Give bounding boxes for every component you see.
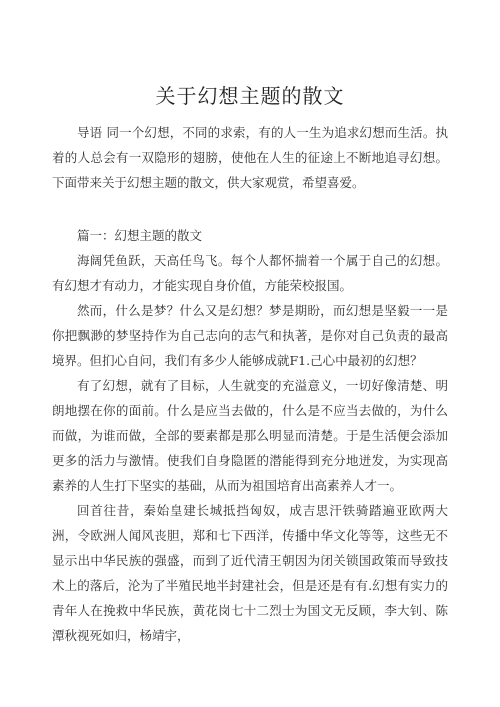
intro-paragraph: 导语 同一个幻想，不同的求索，有的人一生为追求幻想而生活。执着的人总会有一双隐形的翅膀，使他在人生的征途上不断地追寻幻想。下面带来关于幻想主题的散文，供大家观赏，希望喜爱。: [52, 125, 448, 190]
chapter-heading: 篇一：幻想主题的散文: [77, 228, 203, 243]
body-paragraph-2: 然而，什么是梦？什么又是幻想？梦是期盼，而幻想是坚毅一一是你把飘渺的梦坚持作为自己志向的志气和执著，是你对自己负责的最高境界。但扪心自问，我们有多少人能够成就F1.己心中最初的幻想？: [52, 303, 448, 368]
document-title: 关于幻想主题的散文: [155, 84, 345, 108]
intro-section: [52, 120, 448, 195]
body-paragraph-4: 回首往昔，秦始皇建长城抵挡匈奴，成吉思汗铁骑踏遍亚欧两大洲，令欧洲人闻风丧胆，郑和七下西洋，传播中华文化等等，这些无不显示出中华民族的强盛，而到了近代清王朝因为闭关锁国政策而导致技术上的落后，沦为了半殖民地半封建社会，但是还是有有.幻想有实力的青年人在挽救中华民族，黄花岗七十二烈士为国文无反顾，李大钊、陈潭秋视死如归，杨靖宇，: [52, 503, 448, 643]
body-paragraph-1: 海阔凭鱼跃，天高任鸟飞。每个人都怀揣着一个属于自己的幻想。有幻想才有动力，才能实现自身价值，方能荣校报国。: [52, 253, 448, 293]
body-paragraph-3: 有了幻想，就有了目标，人生就变的充溢意义，一切好像清楚、明朗地摆在你的面前。什么是应当去做的，什么是不应当去做的，为什么而做，为谁而做，全部的要素都是那么明显而清楚。于是生活便会添加更多的活力与激情。使我们自身隐匿的潜能得到充分地迸发，为实现高素养的人生打下坚实的基础，从而为祖国培育出高素养人才一。: [52, 378, 448, 493]
chapter-section: [52, 223, 448, 648]
